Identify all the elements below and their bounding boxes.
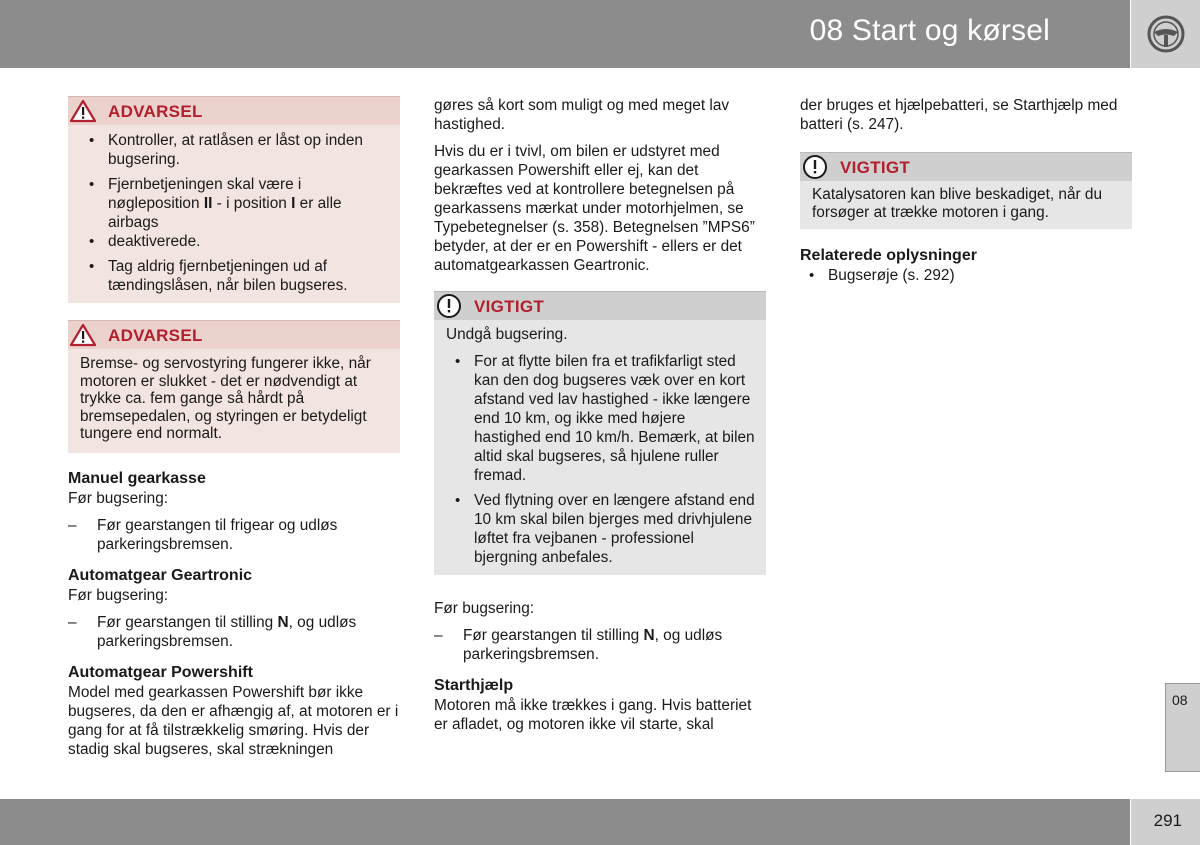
important-box xyxy=(800,152,1132,229)
paragraph: Model med gearkassen Powershift bør ikke bugseres, da den er afhængig af, at motoren er i gang for at få tilstrækkelig smøring. Hvis der stadig skal bugseres, skal strækningen xyxy=(68,683,399,758)
text-fragment: Før gearstangen til stilling xyxy=(97,613,278,631)
section-heading: Manuel gearkasse xyxy=(68,469,206,487)
text-bold: N xyxy=(643,627,655,644)
paragraph: Hvis du er i tvivl, om bilen er udstyret med gearkassen Powershift eller ej, kan det bekræftes ved at kontrollere betegnelsen på gearkassens mærkat under motorhjelmen, se Typebetegnelser (s. 358). Betegnelsen ”MPS6” betyder, at der er en Powershift - ellers er det automatgearkassen Geartronic. xyxy=(434,143,755,274)
list-item: • Tag aldrig fjernbetjeningen ud af tændingslåsen, når bilen bugseres. xyxy=(80,257,390,295)
section-heading: Automatgear Geartronic xyxy=(68,566,253,584)
related-link[interactable]: • Bugserøje (s. 292) xyxy=(800,266,1132,285)
important-label: VIGTIGT xyxy=(840,157,911,177)
text-fragment: er alle airbags xyxy=(108,195,342,231)
important-label: VIGTIGT xyxy=(474,296,545,316)
warning-box xyxy=(68,96,400,303)
paragraph: Før bugsering: xyxy=(68,489,169,507)
column-left xyxy=(68,96,400,767)
important-body xyxy=(434,320,766,575)
paragraph: Motoren må ikke trækkes i gang. Hvis batteriet er afladet, og motoren ikke vil starte, skal xyxy=(434,697,752,733)
paragraph: der bruges et hjælpebatteri, se Starthjælp med batteri (s. 247). xyxy=(800,97,1118,133)
warning-label: ADVARSEL xyxy=(108,101,203,121)
step-item: – Før gearstangen til frigear og udløs parkeringsbremsen. xyxy=(68,516,400,554)
important-body xyxy=(800,181,1132,229)
chapter-tab-label: 08 xyxy=(1172,692,1188,708)
warning-header xyxy=(68,96,400,125)
steering-wheel-icon xyxy=(1146,14,1186,54)
paragraph: gøres så kort som muligt og med meget lav hastighed. xyxy=(434,97,730,133)
list-item: • For at flytte bilen fra et trafikfarligt sted kan den dog bugseres væk over en kort afstand ved lav hastighed - ikke længere end 10 km, og ikke med højere hastighed end 10 km/h. Bemærk, at bilen altid skal bugseres, så hjulene ruller fremad. xyxy=(446,352,756,485)
list-item xyxy=(80,175,390,232)
warning-box xyxy=(68,320,400,453)
column-right xyxy=(800,96,1132,285)
text-fragment: Før gearstangen til stilling xyxy=(463,627,644,644)
paragraph: Katalysatoren kan blive beskadiget, når du forsøger at trække motoren i gang. xyxy=(812,186,1103,221)
section-heading: Starthjælp xyxy=(434,677,514,694)
important-exclamation-icon xyxy=(802,154,828,180)
paragraph: Undgå bugsering. xyxy=(446,326,568,343)
warning-triangle-icon xyxy=(70,323,96,347)
chapter-header xyxy=(0,0,1130,68)
warning-text: Bremse- og servostyring fungerer ikke, når motoren er slukket - det er nødvendigt at trykke ca. fem gange så hårdt på bremsepedalen, og styringen er betydeligt tungere end normalt. xyxy=(80,355,371,442)
warning-triangle-icon xyxy=(70,99,96,123)
text-fragment: Fjernbetjeningen skal være i nøgleposition xyxy=(108,176,302,212)
list-item-continuation xyxy=(80,232,390,251)
important-header xyxy=(800,152,1132,181)
text-bold: N xyxy=(277,613,289,631)
step-item xyxy=(68,613,400,651)
text-fragment: deaktiverede. xyxy=(108,233,201,250)
list-item: • Ved flytning over en længere afstand end 10 km skal bilen bjerges med drivhjulene løftet fra vejbanen - professionel bjergning anbefales. xyxy=(446,491,756,567)
important-exclamation-icon xyxy=(436,293,462,319)
chapter-title: 08 Start og kørsel xyxy=(809,14,1050,47)
step-item xyxy=(434,626,766,664)
text-fragment: - i position xyxy=(212,195,292,212)
chapter-icon-box xyxy=(1131,0,1200,68)
warning-header xyxy=(68,320,400,349)
section-heading: Automatgear Powershift xyxy=(68,663,253,681)
text-fragment: , og udløs parkeringsbremsen. xyxy=(463,627,723,663)
warning-body xyxy=(68,125,400,303)
paragraph: Før bugsering: xyxy=(434,600,535,617)
text-bold: I xyxy=(291,195,296,212)
text-bold: II xyxy=(203,195,213,212)
text-fragment: , og udløs parkeringsbremsen. xyxy=(97,613,357,650)
paragraph: Før bugsering: xyxy=(68,586,169,604)
footer-band xyxy=(0,799,1130,845)
list-item: • Kontroller, at ratlåsen er låst op inden bugsering. xyxy=(80,131,390,169)
column-middle xyxy=(434,96,766,742)
important-box xyxy=(434,291,766,575)
section-heading: Relaterede oplysninger xyxy=(800,247,977,264)
important-header xyxy=(434,291,766,320)
warning-body xyxy=(68,349,400,453)
warning-label: ADVARSEL xyxy=(108,325,203,345)
page-number-box xyxy=(1131,799,1200,845)
page-number: 291 xyxy=(1153,811,1182,830)
chapter-side-tab xyxy=(1165,683,1200,772)
